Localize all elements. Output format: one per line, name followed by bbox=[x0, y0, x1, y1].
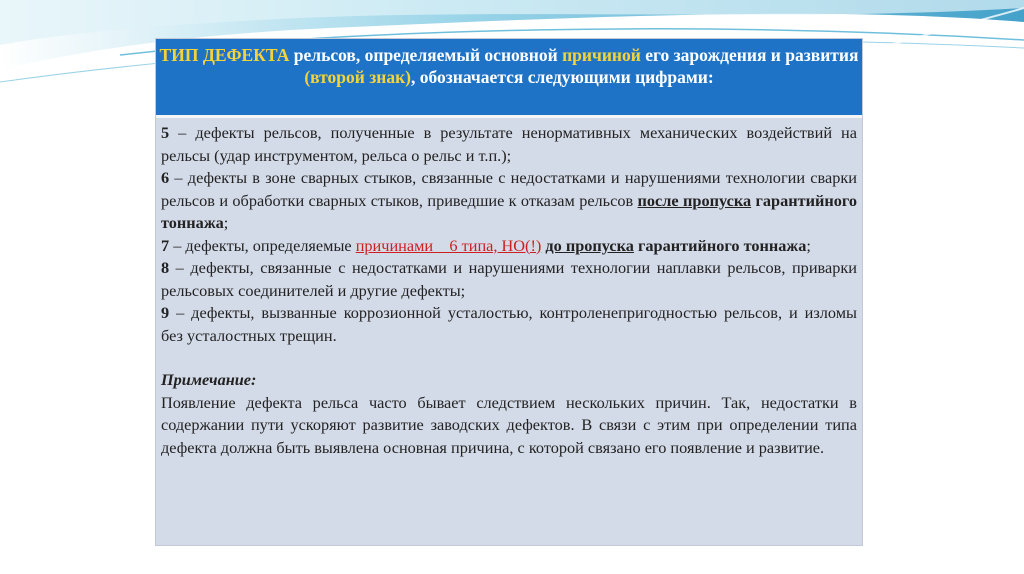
header-divider bbox=[156, 115, 862, 118]
list-item bbox=[161, 235, 857, 258]
list-item bbox=[161, 122, 857, 167]
list-item bbox=[161, 167, 857, 235]
list-item bbox=[161, 302, 857, 347]
content-panel bbox=[155, 38, 863, 546]
item-text: – дефекты, связанные с недостатками и нарушениями технологии наплавки рельсов, приварки рельсовых соединителей и другие дефекты; bbox=[161, 258, 857, 300]
item-text: – дефекты, вызванные коррозионной усталостью, контроленепригодностью рельсов, и изломы без усталостных трещин. bbox=[161, 303, 857, 345]
title-accent-type: ТИП ДЕФЕКТА bbox=[159, 45, 290, 65]
note-text: Появление дефекта рельса часто бывает следствием нескольких причин. Так, недостатки в содержании пути ускоряют развитие заводских дефектов. В связи с этим при определении типа дефекта должна быть выявлена основная причина, с которой связано его появление и развитие. bbox=[161, 392, 857, 457]
item-number: 6 bbox=[161, 168, 170, 187]
title-text: рельсов, определяемый основной bbox=[289, 45, 563, 65]
item-number: 7 bbox=[161, 235, 170, 255]
item-text: ; bbox=[806, 235, 811, 255]
title-text: его зарождения и развития bbox=[640, 45, 859, 65]
item-text-bold: гарантийного тоннажа bbox=[161, 190, 857, 232]
item-text: – дефекты, определяемые bbox=[169, 235, 356, 255]
item-emphasis: до пропуска bbox=[545, 235, 634, 255]
list-item bbox=[161, 257, 857, 302]
item-number: 9 bbox=[161, 303, 170, 322]
item-text: – дефекты в зоне сварных стыков, связанные с недостатками и нарушениями технологии сварки рельсов и обработки сварных стыков, приведшие к отказам рельсов bbox=[161, 168, 857, 210]
item-red-text: причинами 6 типа, НО(!) bbox=[355, 235, 542, 255]
item-number: 5 bbox=[161, 123, 170, 142]
title-accent-cause: причиной bbox=[562, 45, 641, 65]
slide-title bbox=[156, 39, 862, 115]
defect-list bbox=[161, 122, 857, 459]
title-accent-second-sign: (второй знак) bbox=[304, 66, 411, 87]
item-text: – дефекты рельсов, полученные в результате ненормативных механических воздействий на рельсы (удар инструментом, рельса о рельс и т.п.); bbox=[161, 123, 857, 165]
item-number: 8 bbox=[161, 258, 170, 277]
item-text: ; bbox=[223, 213, 229, 232]
item-text-bold: гарантийного тоннажа bbox=[633, 235, 807, 255]
title-text: , обозначается следующими цифрами: bbox=[411, 66, 714, 87]
item-emphasis: после пропуска bbox=[637, 190, 752, 210]
note-title: Примечание: bbox=[161, 370, 257, 389]
